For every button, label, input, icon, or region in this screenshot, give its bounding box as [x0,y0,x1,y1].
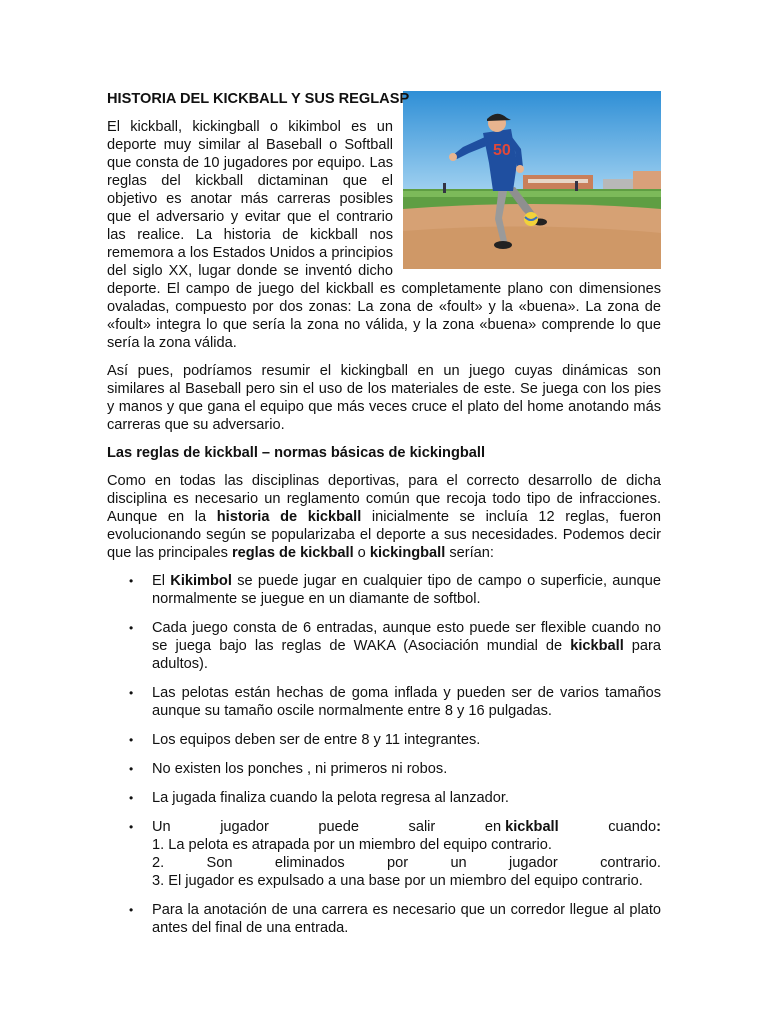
bullet-icon: • [129,574,134,588]
word-group [485,818,559,836]
intro-paragraph: El kickball, kickingball o kikimbol es un deporte muy similar al Baseball o Softball que consta de 10 jugadores por equipo. Las reglas del kickball dictaminan que el objetivo es anotar más carreras posibles que el adversario y evitar que el contrario las realice. La historia de kickball nos rememora a los Estados Unidos a principios del siglo XX, lugar donde se inventó dicho deporte. El campo de juego del kickball es completamente plano con dimensiones ovaladas, compuesto por dos zonas: La zona de «foult» y la «buena». La zona de «foult» integra lo que sería la zona no válida, y la zona «buena» comprende lo que sería la zona válida. [107,119,661,351]
bold-reglas-de-kickball: reglas de kickball [231,545,354,561]
rule-item [107,901,661,937]
word: por [386,855,409,871]
rules-intro-paragraph [107,472,661,562]
word-group [608,818,661,836]
rules-list [107,572,661,937]
bullet-icon: • [129,903,134,917]
word: contrario. [600,855,661,871]
word: jugador [509,855,558,871]
rule-item [107,818,661,890]
rule-1-post: se puede jugar en cualquier tipo de campo o superficie, aunque normalmente se juegue en un diamante de softbol. [152,573,661,607]
bold-kickball: kickball [505,819,559,835]
rule-8-text: Para la anotación de una carrera es necesario que un corredor llegue al plato antes del final de una entrada. [152,902,661,936]
rule-item [107,760,661,778]
rule-item [107,619,661,673]
kickball-player-photo [403,91,661,269]
document-body [107,90,661,948]
rule-item [107,789,661,807]
rule-1-pre: El [152,573,171,589]
rule-4-text: Los equipos deben ser de entre 8 y 11 integrantes. [152,732,481,748]
document-title: HISTORIA DEL KICKBALL Y SUS REGLASP [107,91,410,107]
bullet-icon: • [129,762,134,776]
bullet-icon: • [129,791,134,805]
word: salir [408,819,436,835]
word: cuando [608,819,657,835]
rules-intro-text-4: serían: [445,545,494,561]
word: eliminados [274,855,345,871]
rule-6-text: La jugada finaliza cuando la pelota regresa al lanzador. [152,790,509,806]
bold-kikimbol: Kikimbol [170,573,232,589]
word: en [484,819,502,835]
word: jugador [220,819,269,835]
bullet-icon: • [129,820,134,834]
word: un [450,855,467,871]
rules-intro-text-2: inicialmente se incluía 12 reglas, fueron evolucionando según se popularizaba el deporte a sus necesidades. Podemos decir que las principales [107,509,661,561]
rule-7-line-4: 3. El jugador es expulsado a una base por un miembro del equipo contrario. [152,873,643,889]
bullet-icon: • [129,621,134,635]
bold-kickball: kickball [570,638,624,654]
rule-item [107,684,661,720]
bold-colon: : [656,819,661,835]
bold-historia-de-kickball: historia de kickball [216,509,362,525]
rule-item [107,572,661,608]
rule-5-text: No existen los ponches , ni primeros ni robos. [152,761,448,777]
rule-7-line-1 [152,818,661,836]
bullet-icon: • [129,733,134,747]
rule-2-post: para adultos). [152,638,662,672]
word: Son [206,855,233,871]
rules-intro-text-3: o [353,545,370,561]
svg-text:50: 50 [493,142,511,159]
word: Un [152,819,171,835]
rule-3-text: Las pelotas están hechas de goma inflada y pueden ser de varios tamaños aunque su tamaño oscile normalmente entre 8 y 16 pulgadas. [152,685,661,719]
rule-2-pre: Cada juego consta de 6 entradas, aunque esto puede ser flexible cuando no se juega bajo las reglas de WAKA (Asociación mundial de [152,620,661,654]
word: puede [318,819,359,835]
rules-heading: Las reglas de kickball – normas básicas de kickingball [107,445,485,461]
summary-paragraph: Así pues, podríamos resumir el kickingball en un juego cuyas dinámicas son similares al Baseball pero sin el uso de los materiales de este. Se juega con los pies y manos y que gana el equipo que más veces cruce el plato del home anotando más carreras que su adversario. [107,363,661,433]
rules-intro-text-1: Como en todas las disciplinas deportivas, para el correcto desarrollo de dicha disciplina es necesario un reglamento común que recoja todo tipo de infracciones. Aunque en la [107,473,661,525]
rule-7-line-2: 1. La pelota es atrapada por un miembro del equipo contrario. [152,837,552,853]
rule-7-line-3 [152,854,661,872]
bullet-icon: • [129,686,134,700]
bold-kickingball: kickingball [369,545,446,561]
rule-item [107,731,661,749]
word: 2. [152,855,165,871]
